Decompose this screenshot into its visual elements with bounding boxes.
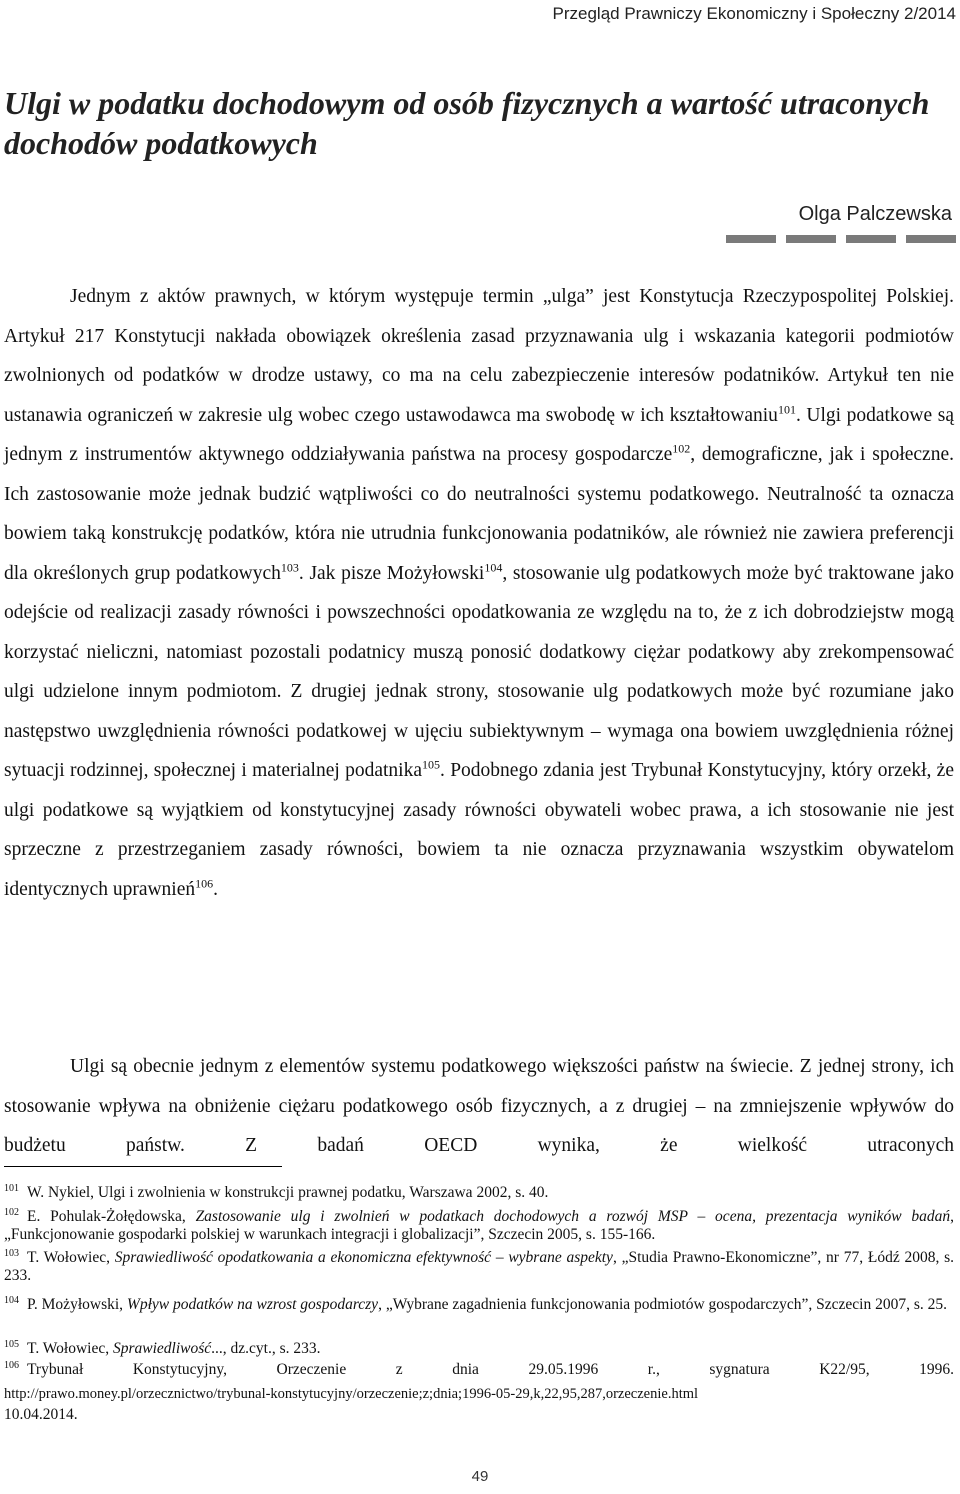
footnote-106-link[interactable]: http://prawo.money.pl/orzecznictwo/trybunal-konstytucyjny/orzeczenie;z;dnia;1996-05-29,k,22,95,287,orzeczenie.html (4, 1386, 699, 1402)
footnote-ref-104[interactable]: 104 (484, 560, 503, 574)
footnote-ref-101[interactable]: 101 (777, 402, 796, 416)
footnote-ref-105[interactable]: 105 (422, 757, 441, 772)
author-name: Olga Palczewska (798, 203, 952, 225)
journal-header: Przegląd Prawniczy Ekonomiczny i Społeczny 2/2014 (552, 4, 956, 23)
footnote-102: $^{102}$ E. Pohulak-Żołędowska, Zastosowanie ulg i zwolnień w podatkach dochodowych a rozwój MSP – ocena, prezentacja wyników badań, „Funkcjonowanie gospodarki polskiej w warunkach integracji i globalizacji”, Szczecin 2005, s. 155-166. (4, 1206, 954, 1243)
footnote-106: $^{106}$ Trybunał Konstytucyjny, Orzeczenie z dnia 29.05.1996 r., sygnatura K22/95, 1996. (4, 1359, 954, 1378)
page-number: 49 (471, 1468, 489, 1485)
body-paragraph-2: Ulgi są obecnie jednym z elementów systemu podatkowego większości państw na świecie. Z jednej strony, ich stosowanie wpływa na obniżenie ciężaru podatkowego osób fizycznych, a z drugiej – na zmniejszenie wpływów do budżetu państw. Z badań OECD wynika, że wielkość utraconych (4, 1056, 954, 1156)
footnote-ref-103[interactable]: 103 (280, 560, 299, 574)
footnote-separator (4, 1166, 282, 1167)
footnote-105: $^{105}$ T. Wołowiec, Sprawiedliwość..., dz.cyt., s. 233. (4, 1338, 321, 1357)
footnote-104: $^{104}$ P. Możyłowski, Wpływ podatków na wzrost gospodarczy, „Wybrane zagadnienia funkcjonowania podmiotów gospodarczych”, Szczecin 2007, s. 25. (4, 1294, 947, 1313)
footnote-103: $^{103}$ T. Wołowiec, Sprawiedliwość opodatkowania a ekonomiczna efektywność – wybrane aspekty, „Studia Prawno-Ekonomiczne”, nr 77, Łódź 2008, s. 233. (4, 1247, 954, 1284)
article-title: Ulgi w podatku dochodowym od osób fizycznych a wartość utraconych dochodów podatkowych (4, 85, 930, 161)
footnote-106-date: 10.04.2014. (4, 1406, 78, 1423)
author-decoration (726, 235, 956, 243)
body-paragraph-1: Jednym z aktów prawnych, w którym występuje termin „ulga” jest Konstytucja Rzeczypospolitej Polskiej. Artykuł 217 Konstytucji nakłada obowiązek określenia zasad przyznawania ulg i wskazania kategorii podmiotów zwolnionych od podatków w drodze ustawy, co ma na celu zabezpieczenie interesów podatników. Artykuł ten nie ustanawia ograniczeń w zakresie ulg wobec czego ustawodawca ma swobodę w ich kształtowaniu$^{101}$. Ulgi podatkowe są jednym z instrumentów aktywnego oddziaływania państwa na procesy gospodarcze$^{102}$, demograficzne, jak i społeczne. Ich zastosowanie może jednak budzić wątpliwości co do neutralności systemu podatkowego. Neutralność ta oznacza bowiem taką konstrukcję podatków, która nie utrudnia funkcjonowania podatników, ale również nie zawiera preferencji dla określonych grup podatkowych$^{103}$. Jak pisze Możyłowski$^{104}$, stosowanie ulg podatkowych może być traktowane jako odejście od realizacji zasady równości i powszechności opodatkowania ze względu na to, że z ich dobrodziejstw mogą korzystać nieliczni, natomiast pozostali podatnicy muszą ponosić dodatkowy ciężar podatkowy aby zrekompensować ulgi udzielone innym podmiotom. Z drugiej jednak strony, stosowanie ulg podatkowych może być rozumiane jako następstwo uwzględnienia równości podatkowej w ujęciu subiektywnym – wymaga ona bowiem uwzględnienia różnej sytuacji rodzinnej, społecznej i materialnej podatnika$^{105}$. Podobnego zdania jest Trybunał Konstytucyjny, który orzekł, że ulgi podatkowe są wyjątkiem od konstytucyjnej zasady równości obywateli wobec prawa, a ich stosowanie nie jest sprzeczne z przestrzeganiem zasady równości, bowiem ta nie oznacza przyznawania wszystkim obywatelom identycznych uprawnień$^{106}$. (4, 286, 954, 900)
footnote-101: $^{101}$ W. Nykiel, Ulgi i zwolnienia w konstrukcji prawnej podatku, Warszawa 2002, s. 40. (4, 1182, 549, 1201)
footnote-ref-102[interactable]: 102 (672, 441, 691, 456)
footnote-ref-106[interactable]: 106 (195, 876, 214, 890)
